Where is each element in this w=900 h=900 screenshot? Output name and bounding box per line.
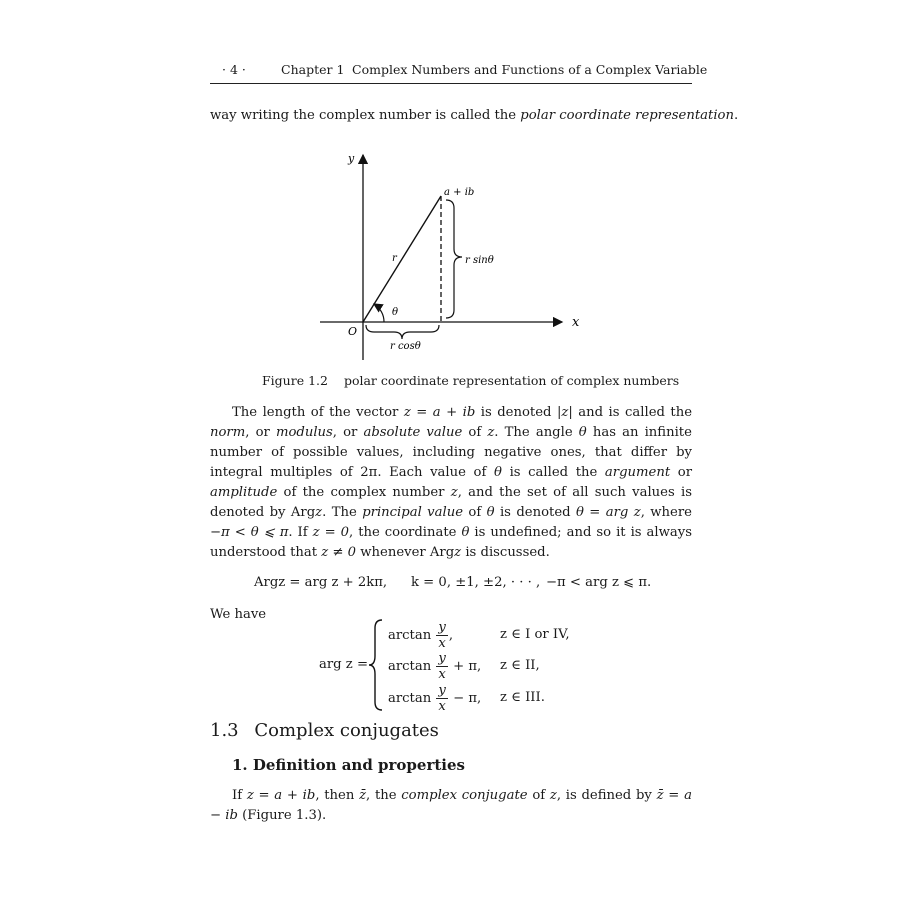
piecewise-brace	[368, 618, 384, 712]
rsin-brace	[446, 200, 462, 318]
vector-r	[363, 196, 441, 322]
page-number: · 4 ·	[222, 62, 246, 77]
piecewise-row-3: arctan $\frac{y}{x}$ − π,	[388, 683, 482, 714]
intro-emphasis: polar coordinate representation	[520, 108, 734, 123]
fraction-y-over-x: $\frac{y}{x}$	[438, 651, 446, 682]
intro-end: .	[733, 108, 739, 123]
figure-caption	[262, 373, 679, 388]
piecewise-row-2: arctan $\frac{y}{x}$ + π,	[388, 651, 482, 682]
rcos-brace	[366, 325, 439, 339]
section-heading: 1.3 Complex conjugates	[210, 720, 439, 741]
subsection-heading: 1. Definition and properties	[232, 756, 465, 774]
y-axis-label: y	[348, 152, 355, 165]
piecewise-lhs: arg z =	[319, 657, 368, 672]
caption-number: Figure 1.2	[262, 373, 328, 388]
r-label: r	[392, 253, 397, 264]
piecewise-cond-3: z ∈ III.	[500, 690, 545, 705]
theta-label: θ	[392, 307, 399, 318]
polar-figure	[300, 145, 600, 360]
intro-text: way writing the complex number is called the	[210, 108, 517, 123]
origin-label: O	[348, 325, 358, 338]
equation-arg-lhs: Argz = arg z + 2kπ,	[254, 575, 388, 590]
piecewise-cond-1: z ∈ I or IV,	[500, 627, 570, 642]
paragraph-argument: The length of the vector z = a + ib is denoted |z| and is called the norm, or modulus, or absolute value of z. The angle θ has an infinite number of possible values, including negative ones, that differ by integral multiples of 2π. Each value of θ is called the argument or amplitude of the complex number z, and the set of all such values is denoted by Argz. The principal value of θ is denoted θ = arg z, where −π < θ ⩽ π. If z = 0, the coordinate θ is undefined; and so it is always understood that z ≠ 0 whenever Argz is discussed.	[210, 405, 693, 560]
fraction-y-over-x: $\frac{y}{x}$	[438, 620, 446, 651]
fraction-y-over-x: $\frac{y}{x}$	[438, 683, 446, 714]
caption-text: polar coordinate representation of complex numbers	[343, 373, 680, 388]
point-label: a + ib	[444, 187, 475, 198]
paragraph-conjugate: If z = a + ib, then z̄, the complex conjugate of z, is defined by z̄ = a − ib (Figure 1.3).	[210, 788, 692, 823]
x-axis-label: x	[572, 315, 580, 330]
chapter-title: Complex Numbers and Functions of a Complex Variable	[352, 62, 708, 77]
piecewise-row-1: arctan $\frac{y}{x}$ ,	[388, 620, 454, 651]
theta-arc	[374, 304, 384, 322]
chapter-label: Chapter 1	[281, 62, 345, 77]
piecewise-cond-2: z ∈ II,	[500, 658, 540, 673]
equation-arg-range: −π < arg z ⩽ π.	[546, 575, 652, 590]
rcos-label: r cosθ	[390, 341, 421, 352]
equation-arg-k: k = 0, ±1, ±2, · · · ,	[411, 575, 541, 590]
we-have-text: We have	[210, 607, 267, 622]
rsin-label: r sinθ	[465, 255, 494, 266]
intro-line	[210, 106, 738, 126]
header-rule	[210, 83, 692, 84]
